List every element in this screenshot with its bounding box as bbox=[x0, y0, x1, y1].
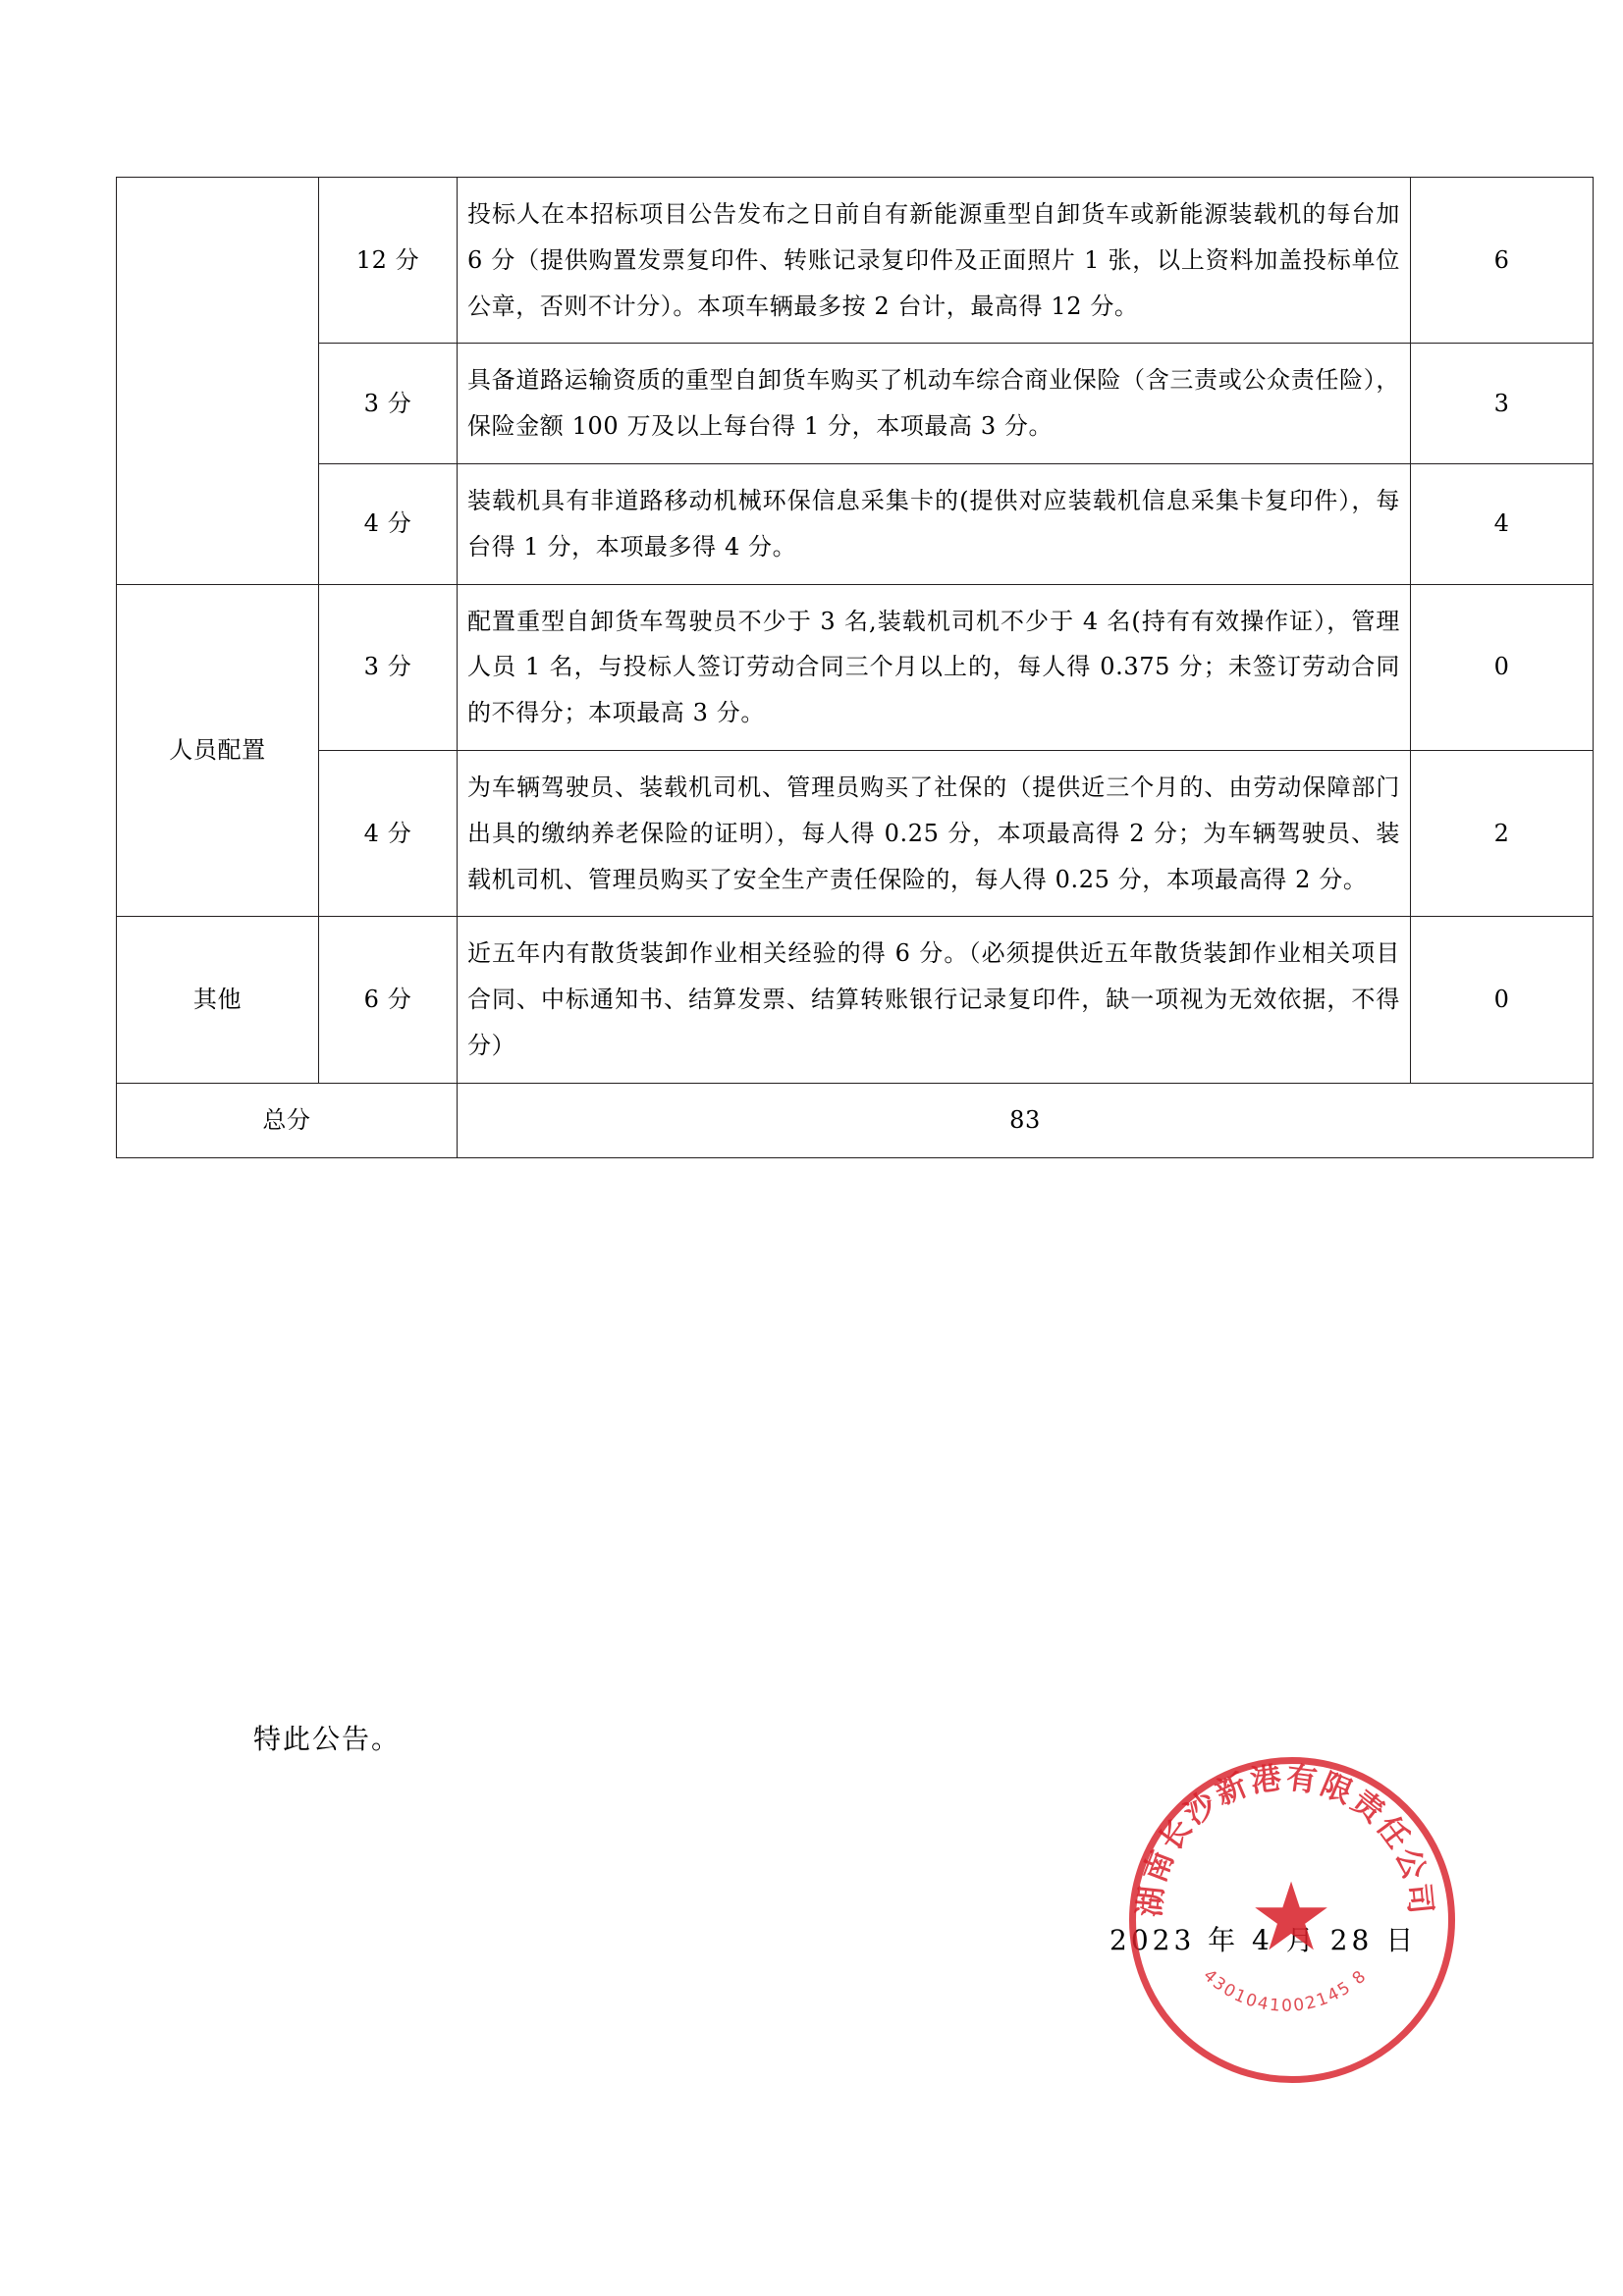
table-row bbox=[117, 584, 1594, 750]
star-icon: ★ bbox=[1248, 1862, 1334, 1973]
date-line: 2023 年 4 月 28 日 bbox=[1109, 1924, 1418, 1956]
description-text: 装载机具有非道路移动机械环保信息采集卡的(提供对应装载机信息采集卡复印件），每台得 1 分，本项最多得 4 分。 bbox=[467, 486, 1400, 561]
closing-statement: 特此公告。 bbox=[253, 1723, 402, 1755]
svg-text:湖南长沙新港有限责任公司 bbox=[1132, 1760, 1438, 1918]
description-cell bbox=[458, 178, 1411, 344]
description-cell bbox=[458, 917, 1411, 1083]
seal-bottom-text: 4301041002145 8 bbox=[1199, 1965, 1372, 2016]
table-row bbox=[117, 344, 1594, 464]
score-cell: 6 bbox=[1411, 178, 1594, 344]
description-text: 为车辆驾驶员、装载机司机、管理员购买了社保的（提供近三个月的、由劳动保障部门出具的缴纳养老保险的证明），每人得 0.25 分，本项最高得 2 分；为车辆驾驶员、装载机司机、管理员购买了安全生产责任保险的，每人得 0.25 分，本项最高得 2 分。 bbox=[467, 773, 1400, 893]
points-cell: 3 分 bbox=[319, 344, 458, 464]
category-cell-other: 其他 bbox=[117, 917, 319, 1083]
description-cell bbox=[458, 584, 1411, 750]
svg-text:4301041002145 8 bbox=[1199, 1966, 1371, 2016]
category-cell bbox=[117, 178, 319, 585]
description-text: 近五年内有散货装卸作业相关经验的得 6 分。（必须提供近五年散货装卸作业相关项目合同、中标通知书、结算发票、结算转账银行记录复印件，缺一项视为无效依据，不得分） bbox=[467, 939, 1400, 1059]
scoring-table bbox=[116, 177, 1594, 1158]
description-cell bbox=[458, 463, 1411, 584]
score-cell: 3 bbox=[1411, 344, 1594, 464]
table-row-total bbox=[117, 1083, 1594, 1157]
table-row bbox=[117, 463, 1594, 584]
points-cell: 4 分 bbox=[319, 463, 458, 584]
seal-top-text: 湖南长沙新港有限责任公司 bbox=[1132, 1760, 1438, 1919]
table-row bbox=[117, 178, 1594, 344]
table-row bbox=[117, 750, 1594, 916]
total-label: 总分 bbox=[117, 1083, 458, 1157]
description-text: 具备道路运输资质的重型自卸货车购买了机动车综合商业保险（含三责或公众责任险），保险金额 100 万及以上每台得 1 分，本项最高 3 分。 bbox=[467, 366, 1400, 441]
score-cell: 2 bbox=[1411, 750, 1594, 916]
score-cell: 0 bbox=[1411, 584, 1594, 750]
description-cell bbox=[458, 750, 1411, 916]
table-row bbox=[117, 917, 1594, 1083]
score-cell: 4 bbox=[1411, 463, 1594, 584]
total-value: 83 bbox=[458, 1083, 1594, 1157]
description-text: 配置重型自卸货车驾驶员不少于 3 名,装载机司机不少于 4 名(持有有效操作证），管理人员 1 名，与投标人签订劳动合同三个月以上的，每人得 0.375 分；未签订劳动合同的不得分；本项最高 3 分。 bbox=[467, 607, 1400, 727]
points-cell: 3 分 bbox=[319, 584, 458, 750]
description-text: 投标人在本招标项目公告发布之日前自有新能源重型自卸货车或新能源装载机的每台加 6 分（提供购置发票复印件、转账记录复印件及正面照片 1 张，以上资料加盖投标单位公章，否则不计分）。本项车辆最多按 2 台计，最高得 12 分。 bbox=[467, 200, 1400, 320]
score-cell: 0 bbox=[1411, 917, 1594, 1083]
category-cell-personnel: 人员配置 bbox=[117, 584, 319, 917]
description-cell bbox=[458, 344, 1411, 464]
points-cell: 12 分 bbox=[319, 178, 458, 344]
points-cell: 6 分 bbox=[319, 917, 458, 1083]
points-cell: 4 分 bbox=[319, 750, 458, 916]
